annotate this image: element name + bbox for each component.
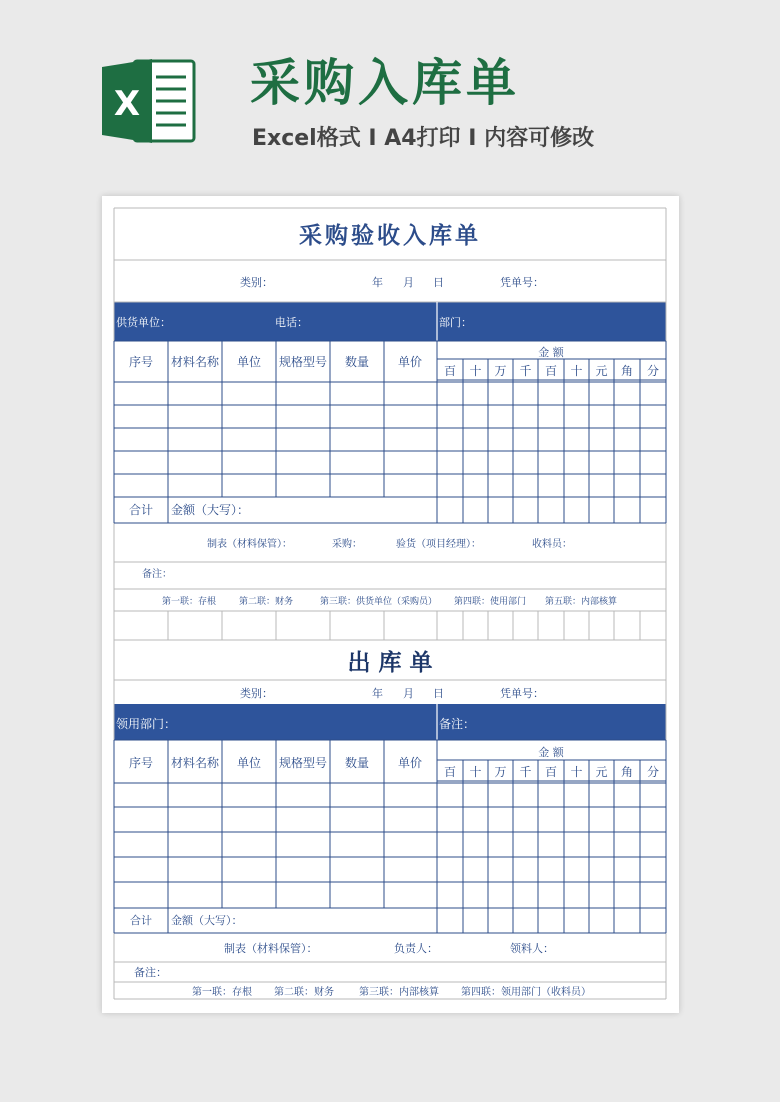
outbound-day: 日 <box>433 687 444 700</box>
receipt-digit-1: 百 <box>443 364 457 378</box>
receipt-col-spec: 规格型号 <box>278 355 328 369</box>
outbound-category-label: 类别： <box>240 687 273 700</box>
outbound-dept-label: 领用部门： <box>116 717 177 731</box>
outbound-digit-6: 十 <box>570 765 583 779</box>
outbound-total-words-label: 金额（大写）： <box>171 914 243 927</box>
outbound-digit-5: 百 <box>544 765 558 779</box>
svg-text:X: X <box>113 84 141 124</box>
outbound-month: 月 <box>403 687 414 700</box>
receipt-dept-label: 部门： <box>439 316 472 329</box>
form-sheet <box>102 196 679 1013</box>
outbound-amount-header: 金 额 <box>538 746 564 759</box>
receipt-total-label: 合计 <box>128 503 154 517</box>
receipt-signer-2: 采购： <box>332 539 362 550</box>
receipt-digit-2: 十 <box>469 364 482 378</box>
receipt-copy-3: 第三联：供货单位（采购员） <box>320 597 438 607</box>
page-title: 采购入库单 <box>250 54 520 112</box>
receipt-col-seq: 序号 <box>128 355 154 369</box>
outbound-col-spec: 规格型号 <box>278 756 328 770</box>
outbound-digit-9: 分 <box>646 765 660 779</box>
receipt-year: 年 <box>372 276 383 289</box>
outbound-copy-4: 第四联：领用部门（收料员） <box>461 987 591 998</box>
outbound-copy-3: 第三联：内部核算 <box>359 987 439 998</box>
receipt-signer-1: 制表（材料保管）： <box>207 539 292 550</box>
form-canvas <box>102 196 679 1013</box>
receipt-category-label: 类别： <box>240 276 273 289</box>
receipt-col-unit: 单位 <box>236 355 262 369</box>
receipt-col-qty: 数量 <box>344 355 370 369</box>
receipt-title: 采购验收入库单 <box>299 223 481 249</box>
outbound-digit-1: 百 <box>443 765 457 779</box>
receipt-digit-6: 十 <box>570 364 583 378</box>
receipt-digit-7: 元 <box>595 364 608 378</box>
receipt-digit-3: 万 <box>494 364 507 378</box>
receipt-copy-5: 第五联：内部核算 <box>545 597 618 607</box>
outbound-col-price: 单价 <box>397 756 423 770</box>
receipt-col-name: 材料名称 <box>170 355 220 369</box>
receipt-voucher-label: 凭单号： <box>500 276 544 289</box>
outbound-digit-8: 角 <box>620 765 634 779</box>
outbound-title: 出 库 单 <box>347 650 433 676</box>
outbound-digit-7: 元 <box>595 765 608 779</box>
outbound-remark-band-label: 备注： <box>439 717 476 731</box>
receipt-copy-2: 第二联：财务 <box>239 597 294 607</box>
excel-icon <box>100 55 196 147</box>
receipt-remark-label: 备注： <box>142 569 172 580</box>
outbound-digit-4: 千 <box>519 765 532 779</box>
outbound-year: 年 <box>372 687 383 700</box>
receipt-copy-1: 第一联：存根 <box>162 597 217 607</box>
receipt-signer-4: 收料员： <box>532 539 572 550</box>
receipt-digit-8: 角 <box>620 364 634 378</box>
outbound-total-label: 合计 <box>130 914 152 927</box>
outbound-col-unit: 单位 <box>236 756 262 770</box>
receipt-amount-header: 金 额 <box>538 346 564 359</box>
outbound-copy-2: 第二联：财务 <box>274 987 334 998</box>
outbound-signer-2: 负责人： <box>394 942 438 955</box>
outbound-col-seq: 序号 <box>128 756 154 770</box>
receipt-phone-label: 电话： <box>275 316 308 329</box>
outbound-col-qty: 数量 <box>344 756 370 770</box>
receipt-day: 日 <box>433 276 444 289</box>
supplier-band <box>114 302 666 341</box>
outbound-signer-1: 制表（材料保管）： <box>224 942 318 955</box>
receipt-digit-5: 百 <box>544 364 558 378</box>
outbound-remark-label: 备注： <box>134 966 167 979</box>
outbound-digit-2: 十 <box>469 765 482 779</box>
receipt-month: 月 <box>403 276 414 289</box>
page-subtitle: Excel格式 I A4打印 I 内容可修改 <box>252 126 595 151</box>
receipt-signer-3: 验货（项目经理）： <box>396 539 481 550</box>
receipt-col-price: 单价 <box>397 355 423 369</box>
outbound-voucher-label: 凭单号： <box>500 687 544 700</box>
outbound-signer-3: 领料人： <box>510 942 554 955</box>
outbound-copy-1: 第一联：存根 <box>192 987 252 998</box>
receipt-digit-4: 千 <box>519 364 532 378</box>
receipt-copy-4: 第四联：使用部门 <box>454 597 527 607</box>
receipt-supplier-label: 供货单位： <box>116 316 171 329</box>
outbound-col-name: 材料名称 <box>170 756 220 770</box>
receipt-total-words-label: 金额（大写）： <box>171 503 250 517</box>
dept-band <box>114 704 666 740</box>
receipt-digit-9: 分 <box>646 364 660 378</box>
outbound-digit-3: 万 <box>494 765 507 779</box>
